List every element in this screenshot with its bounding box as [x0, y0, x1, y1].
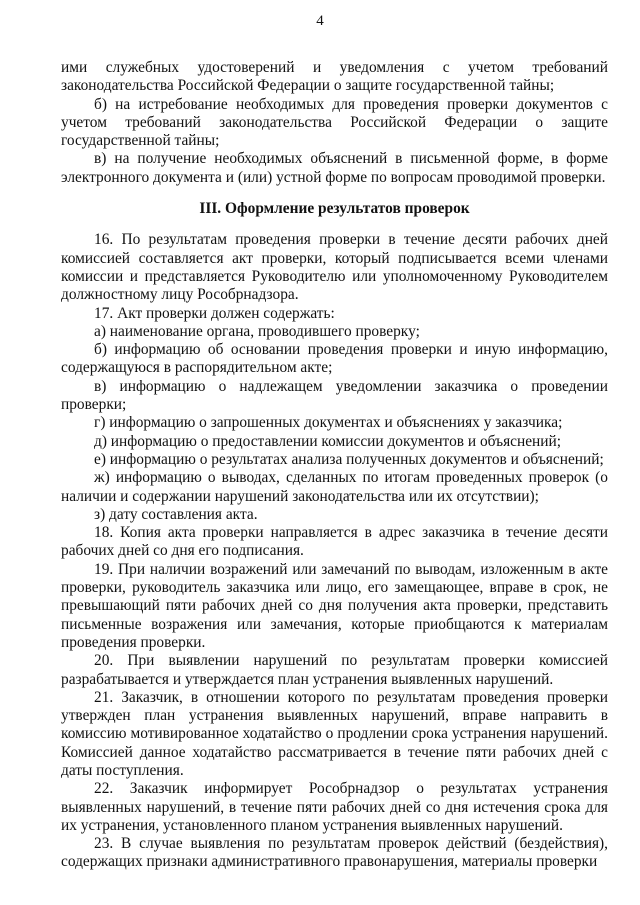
paragraph-17-g: г) информацию о запрошенных документах и объяснениях у заказчика; — [94, 414, 563, 432]
paragraph-17-e: е) информацию о результатах анализа полученных документов и объяснений; — [94, 450, 604, 468]
paragraph-17: 17. Акт проверки должен содержать: — [94, 304, 335, 322]
paragraph-17-d: д) информацию о предоставлении комиссии документов и объяснений; — [94, 432, 562, 450]
paragraph-17-v: в) информацию о надлежащем уведомлении заказчика о проведении проверки; — [61, 377, 608, 414]
paragraph-22: 22. Заказчик информирует Рособрнадзор о результатах устранения выявленных нарушений, в течение пяти рабочих дней со дня истечения срока для их устранения, установленного планом устранения выявленных нарушений. — [61, 780, 608, 834]
paragraph-19: 19. При наличии возражений или замечаний по выводам, изложенным в акте проверки, руководитель заказчика или лицо, его замещающее, вправе в срок, не превышающий пяти рабочих дней со дня получения акта проверки, представить письменные возражения или замечания, которые приобщаются к материалам проведения проверки. — [61, 560, 608, 651]
paragraph-continuation: ими служебных удостоверений и уведомления с учетом требований законодательства Российской Федерации о защите государственной тайны; — [61, 59, 608, 95]
paragraph-21: 21. Заказчик, в отношении которого по результатам проведения проверки утвержден план устранения выявленных нарушений, вправе направить в комиссию мотивированное ходатайство о продлении срока устранения нарушений. Комиссией данное ходатайство рассматривается в течение пяти рабочих дней с даты поступления. — [61, 688, 608, 779]
paragraph-20: 20. При выявлении нарушений по результатам проверки комиссией разрабатывается и утверждается план устранения выявленных нарушений. — [61, 652, 608, 688]
paragraph-17-b: б) информацию об основании проведения проверки и иную информацию, содержащуюся в распорядительном акте; — [61, 341, 608, 377]
paragraph-17-zh: ж) информацию о выводах, сделанных по итогам проведенных проверок (о наличии и содержании нарушений законодательства или их отсутствии); — [61, 469, 608, 505]
paragraph-17-a: а) наименование органа, проводившего проверку; — [94, 322, 420, 340]
paragraph-16: 16. По результатам проведения проверки в течение десяти рабочих дней комиссией составляется акт проверки, который подписывается всеми членами комиссии и представляется Руководителю или уполномоченному Руководителем должностному лицу Рособрнадзора. — [61, 231, 608, 304]
paragraph-item-v-top: в) на получение необходимых объяснений в письменной форме, в форме электронного документа и (или) устной форме по вопросам проводимой проверки. — [61, 150, 608, 186]
paragraph-23: 23. В случае выявления по результатам проверок действий (бездействия), содержащих признаки административного правонарушения, материалы проверки — [61, 835, 608, 871]
paragraph-item-b-top: б) на истребование необходимых для проведения проверки документов с учетом требований законодательства Российской Федерации о защите государственной тайны; — [61, 95, 608, 150]
document-body — [61, 59, 608, 872]
page-number: 4 — [316, 13, 324, 29]
section-title: III. Оформление результатов проверок — [199, 200, 470, 218]
paragraph-18: 18. Копия акта проверки направляется в адрес заказчика в течение десяти рабочих дней со дня его подписания. — [61, 524, 608, 560]
paragraph-17-z: з) дату составления акта. — [94, 505, 258, 523]
